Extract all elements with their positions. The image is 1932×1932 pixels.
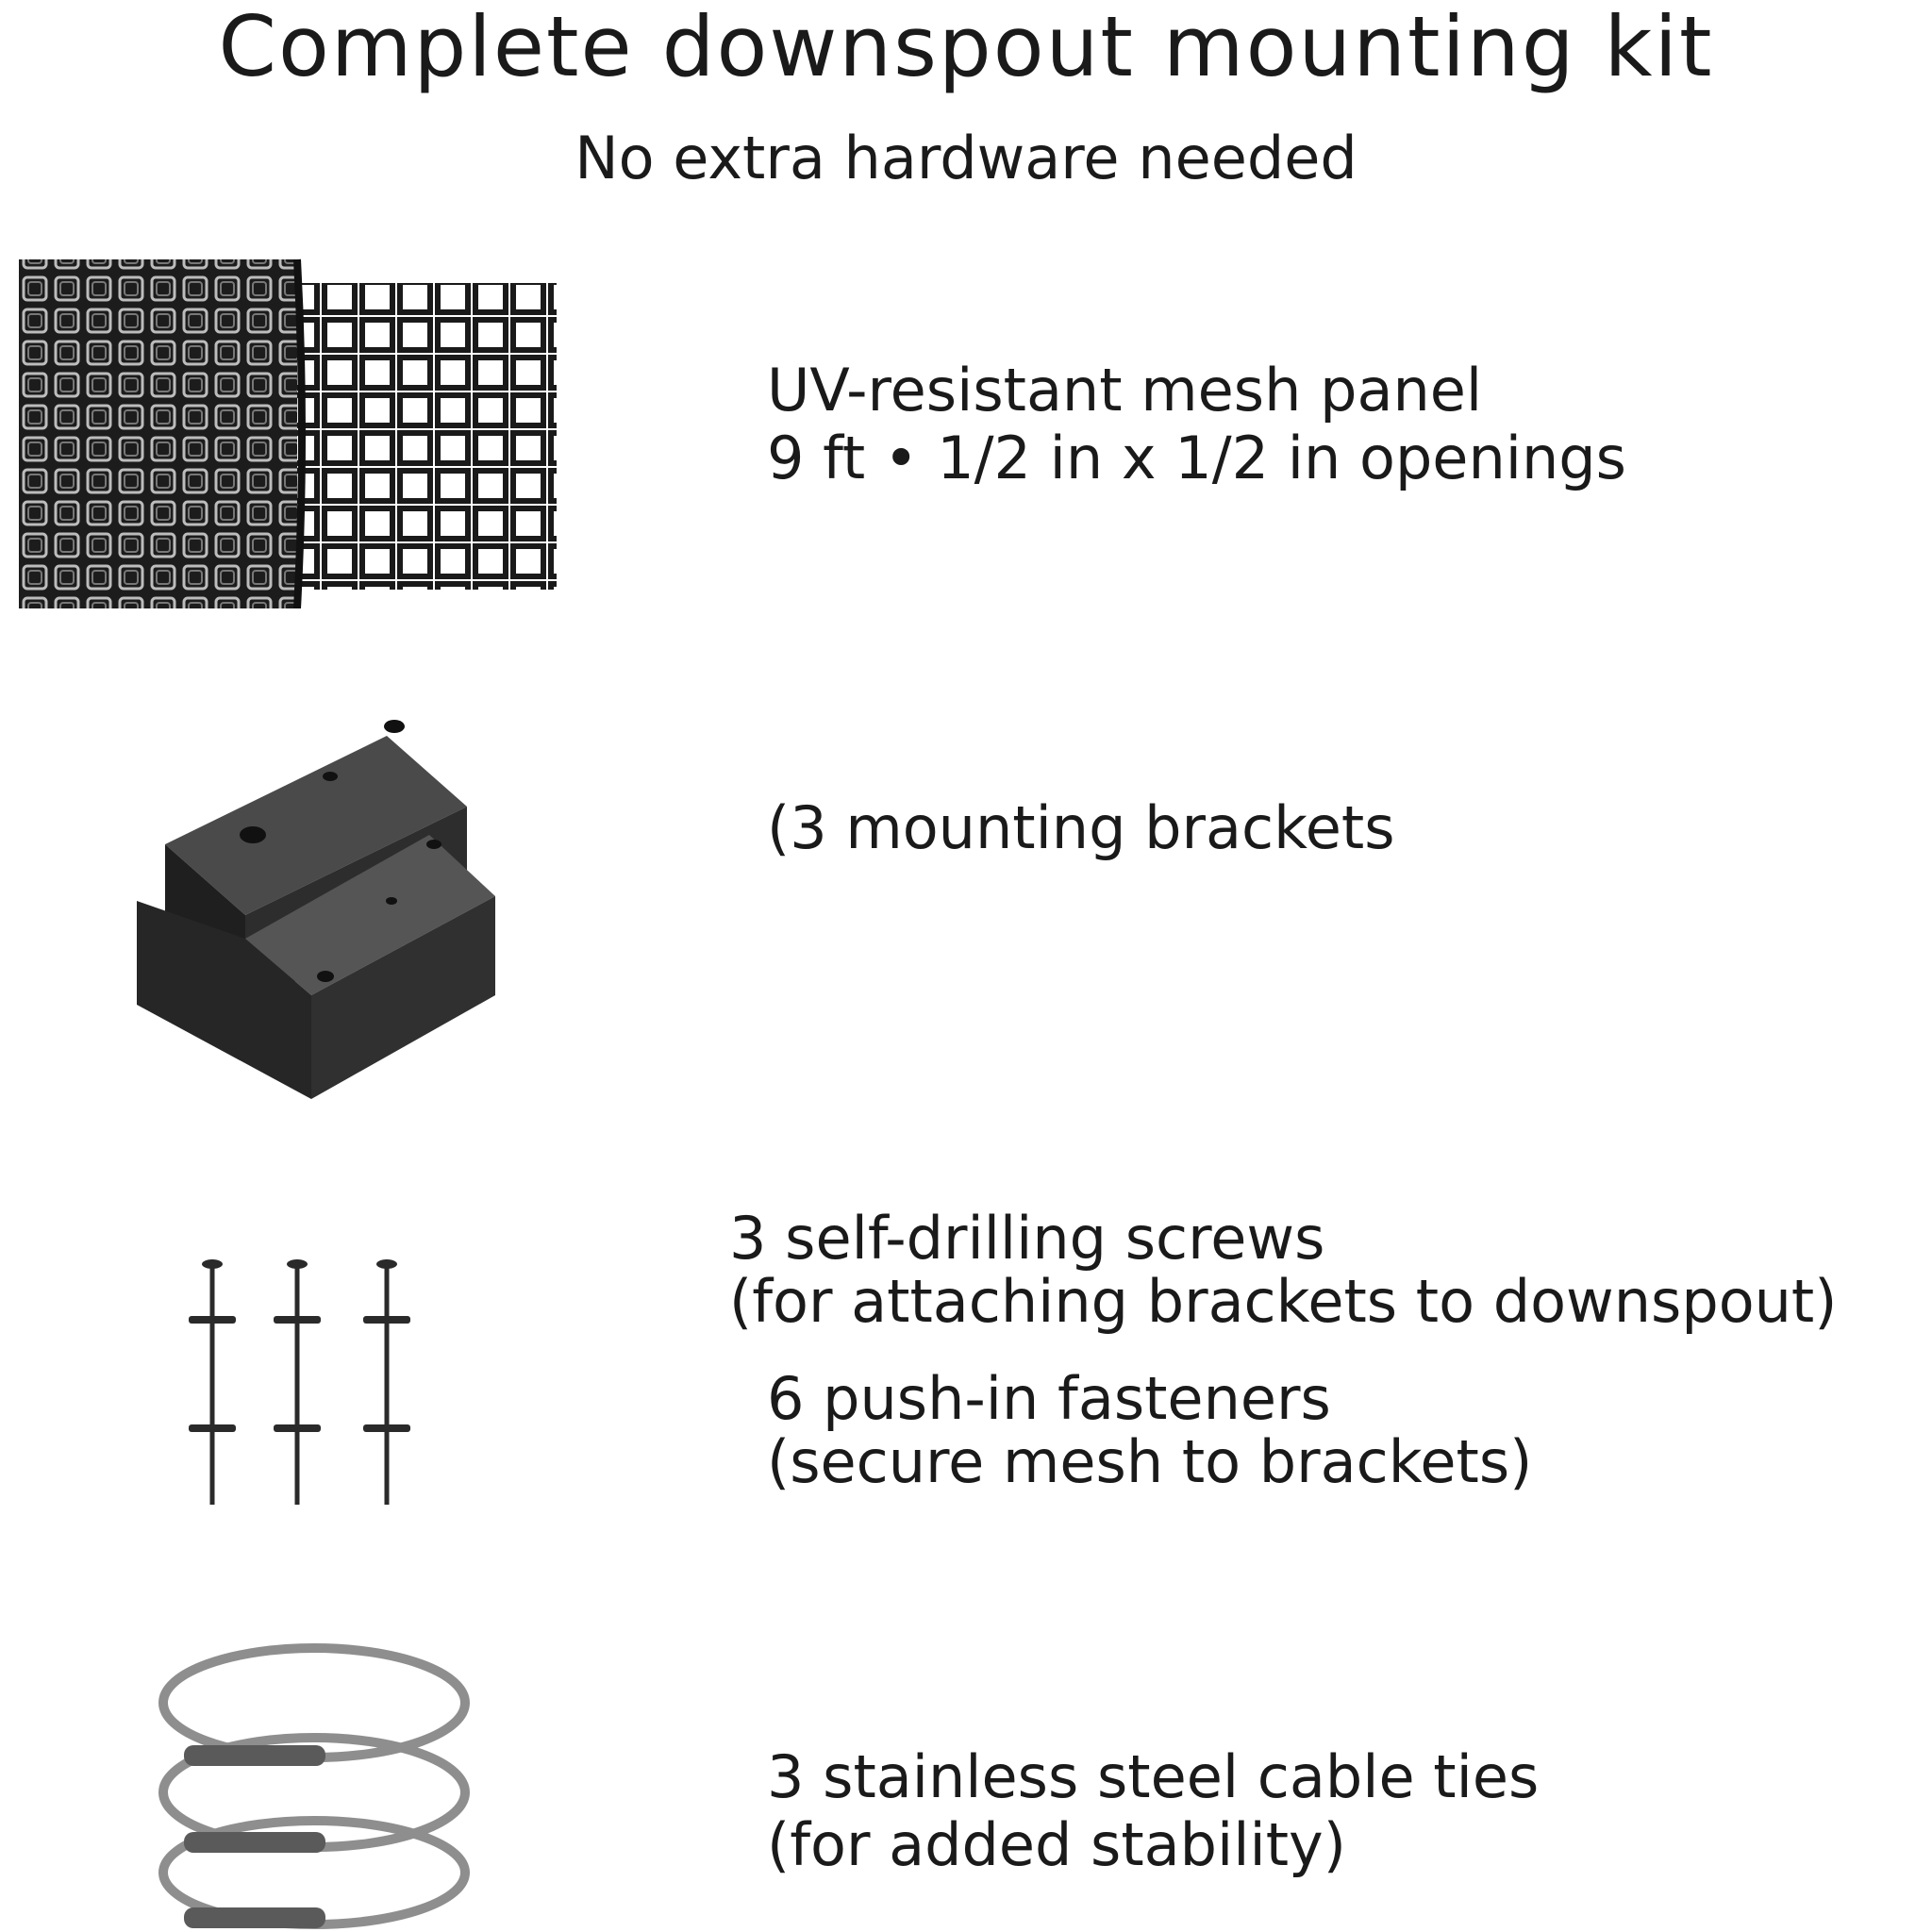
page-title: Complete downspout mounting kit bbox=[218, 0, 1714, 95]
mesh-panel-label: UV-resistant mesh panel bbox=[767, 356, 1483, 425]
mesh-panel-spec: 9 ft • 1/2 in x 1/2 in openings bbox=[767, 424, 1626, 492]
fasteners-label: 6 push-in fasteners bbox=[767, 1364, 1331, 1433]
screws-label: 3 self-drilling screws bbox=[729, 1204, 1325, 1273]
cable-ties-label: 3 stainless steel cable ties bbox=[767, 1742, 1540, 1811]
mounting-brackets-image bbox=[132, 693, 500, 1108]
page-subtitle: No extra hardware needed bbox=[575, 124, 1357, 192]
mesh-roll-image bbox=[19, 241, 557, 608]
screws-note: (for attaching brackets to downspout) bbox=[729, 1267, 1838, 1336]
screws-image bbox=[184, 1255, 448, 1514]
cable-ties-note: (for added stability) bbox=[767, 1810, 1346, 1879]
brackets-label: (3 mounting brackets bbox=[767, 793, 1395, 862]
cable-ties-image bbox=[156, 1632, 476, 1932]
fasteners-note: (secure mesh to brackets) bbox=[767, 1427, 1533, 1496]
